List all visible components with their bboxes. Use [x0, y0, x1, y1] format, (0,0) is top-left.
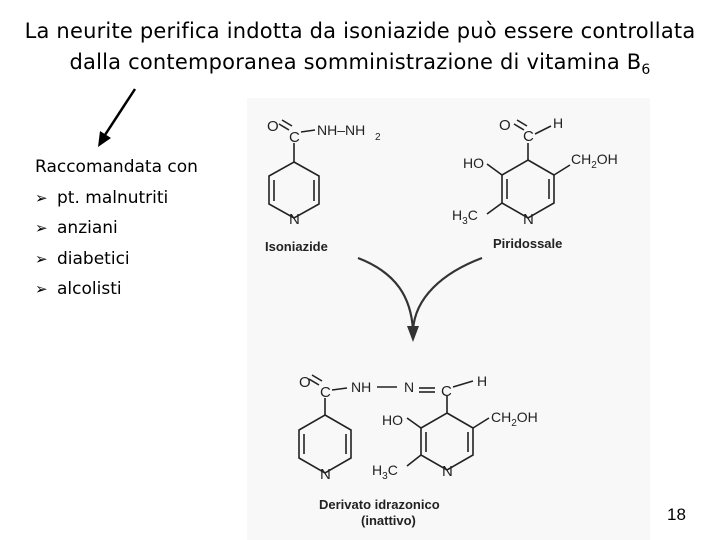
- list-item: [35, 183, 198, 214]
- isoniazid-label: Isoniazide: [265, 239, 328, 254]
- hydrazone-methyl: $H_3C$: [372, 462, 398, 482]
- reaction-arrow-icon: [358, 258, 482, 330]
- isoniazid-hydrazide: NH–NH: [317, 122, 366, 138]
- isoniazid-carbon: C: [289, 129, 300, 146]
- arrow-bullet-icon: ➢: [35, 280, 48, 298]
- list-item-text: diabetici: [57, 248, 130, 269]
- arrow-bullet-icon: ➢: [35, 219, 48, 237]
- hydrazone-imine-nitrogen: N: [404, 379, 415, 395]
- hydrazone-imine-carbon: C: [441, 383, 452, 400]
- hydrazone-label: Derivato idrazonico: [319, 497, 440, 512]
- list-item-text: pt. malnutriti: [57, 187, 169, 208]
- slide-title-line-1: La neurite perifica indotta da isoniazide può essere controllata: [24, 19, 696, 43]
- recommendation-list: [35, 152, 198, 305]
- title-subscript: 6: [641, 62, 651, 79]
- arrow-bullet-icon: ➢: [35, 249, 48, 268]
- list-item: [35, 244, 198, 275]
- hydrazone-carbon: C: [320, 384, 331, 401]
- hydrazone-h: H: [477, 373, 488, 389]
- title-line-2-text: dalla contemporanea somministrazione di vitamina B: [69, 50, 642, 74]
- isoniazid-ring-nitrogen: N: [289, 211, 300, 228]
- pyridoxal-methyl: $H_3C$: [452, 207, 478, 227]
- list-item: [35, 213, 198, 244]
- pyridoxal-hydroxymethyl: $CH_2OH$: [571, 151, 618, 171]
- slide-number: 18: [667, 505, 686, 524]
- hydrazone-hydroxymethyl: $CH_2OH$: [491, 409, 538, 429]
- reaction-arrowhead-icon: [407, 326, 419, 342]
- isoniazid-subscript: 2: [375, 132, 381, 143]
- hydrazone-status: (inattivo): [361, 513, 416, 528]
- reaction-figure: [247, 98, 650, 540]
- hydrazone-nh: NH: [351, 379, 372, 395]
- list-item-text: anziani: [57, 218, 118, 238]
- pyridoxal-label: Piridossale: [493, 236, 563, 251]
- pyridoxal-hydroxyl: HO: [463, 155, 484, 171]
- list-item-text: alcolisti: [57, 279, 122, 299]
- hydrazone-hydroxyl: HO: [382, 412, 403, 428]
- hydrazone-ring-nitrogen-2: N: [442, 463, 453, 480]
- hydrazone-ring-nitrogen-1: N: [320, 466, 331, 483]
- hydrazone-oxygen: O: [299, 374, 311, 391]
- list-item: [35, 274, 198, 305]
- isoniazid-oxygen: O: [267, 118, 279, 135]
- pyridoxal-oxygen: O: [499, 117, 511, 134]
- pyridoxal-aldehyde-h: H: [553, 115, 564, 131]
- recommendation-heading: Raccomandata con: [35, 157, 198, 177]
- arrow-bullet-icon: ➢: [35, 188, 48, 207]
- pyridoxal-carbon: C: [523, 128, 534, 145]
- pyridoxal-ring-nitrogen: N: [523, 211, 534, 228]
